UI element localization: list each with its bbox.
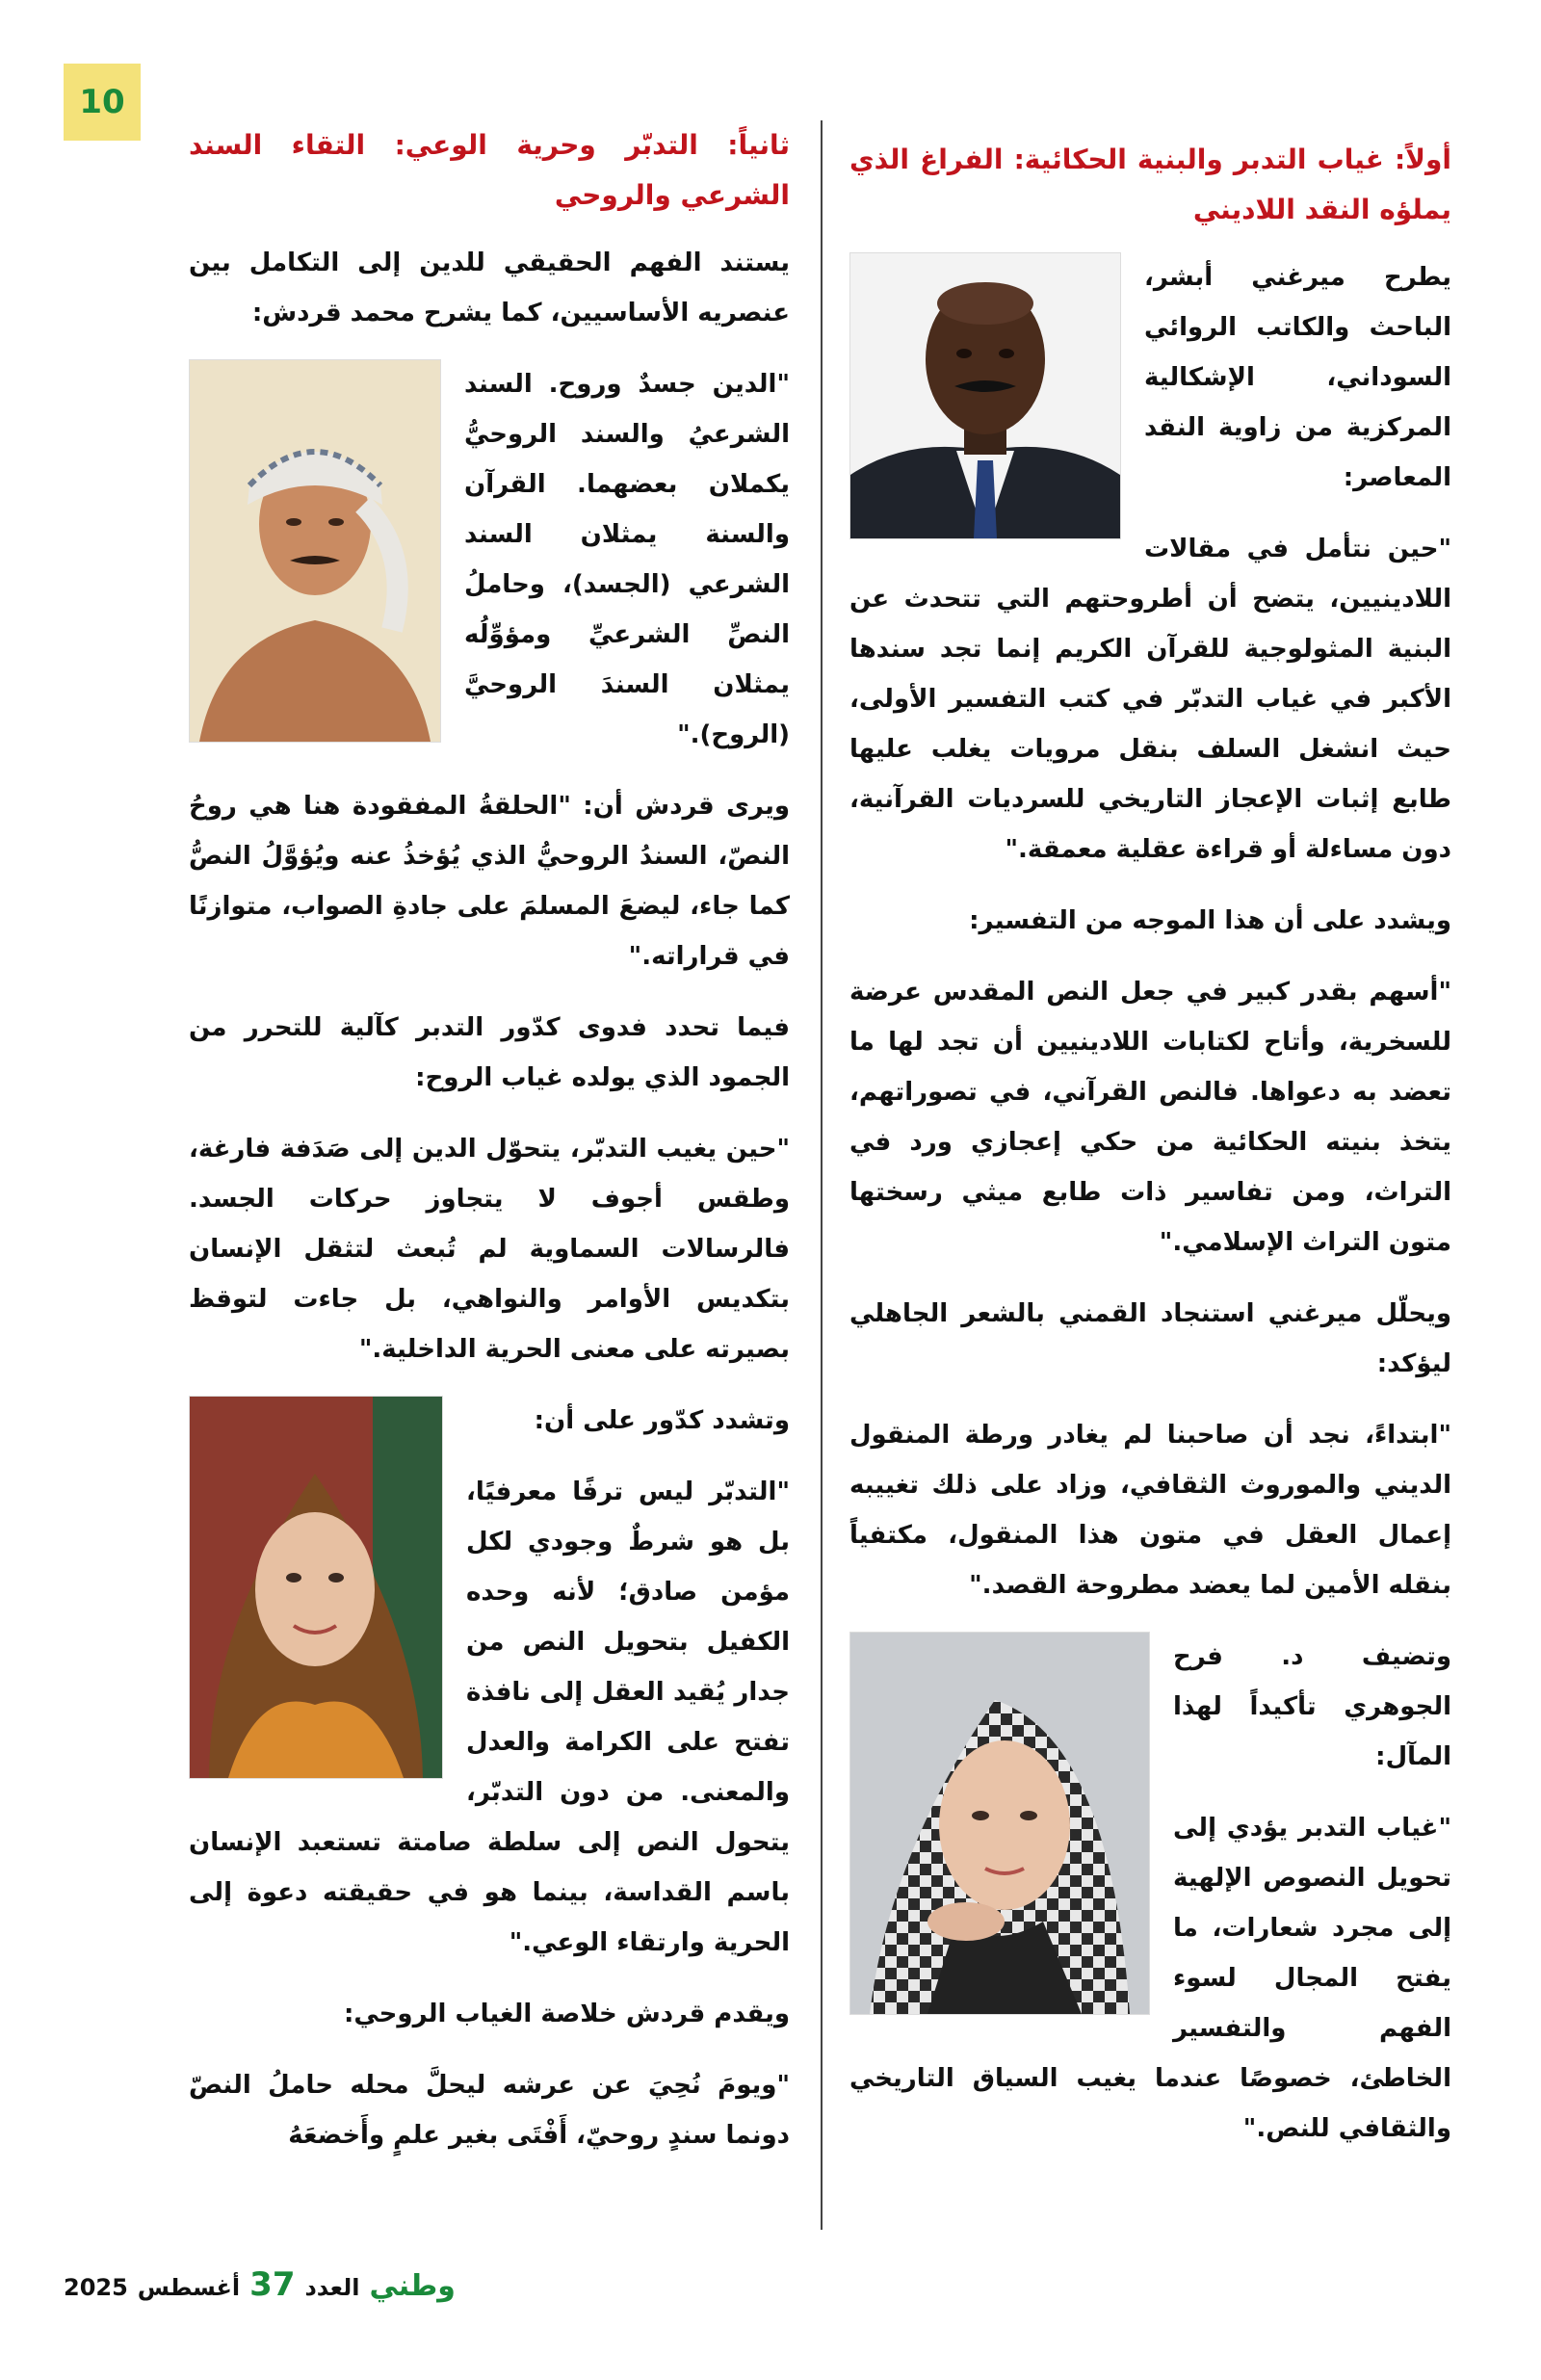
right-heading: أولاً: غياب التدبر والبنية الحكائية: الفراغ الذي يملؤه النقد اللاديني: [849, 144, 1451, 225]
right-paragraph-6: "ابتداءً، نجد أن صاحبنا لم يغادر ورطة المنقول الديني والموروث الثقافي، وزاد على ذلك تغييبه إعمال العقل في متون هذا المنقول، مكتفياً بنقله الأمين لما يعضد مطروحة القصد.": [849, 1421, 1451, 1600]
portrait-man-suit: [849, 252, 1121, 539]
left-paragraph-7: "التدبّر ليس ترفًا معرفيًا، بل هو شرطٌ وجودي لكل مؤمن صادق؛ لأنه وحده الكفيل بتحويل النص من جدار يُقيد العقل إلى نافذة تفتح على الكرامة والعدل والمعنى. من دون التدبّر، يتحول النص إلى سلطة صامتة تستعبد الإنسان باسم القداسة، بينما هو في حقيقته دعوة إلى الحرية وارتقاء الوعي.": [189, 1478, 790, 1957]
portrait-woman-brown-scarf-image: [190, 1397, 442, 1778]
right-column: [849, 135, 1451, 2175]
column-divider: [821, 120, 823, 2230]
left-paragraph-6: وتشدد كدّور على أن:: [534, 1406, 790, 1435]
footer: [64, 2265, 456, 2304]
right-paragraph-5: ويحلّل ميرغني استنجاد القمني بالشعر الجاهلي ليؤكد:: [849, 1299, 1451, 1378]
right-paragraph-3: ويشدد على أن هذا الموجه من التفسير:: [969, 906, 1451, 935]
portrait-woman-brown-scarf: [189, 1396, 443, 1779]
left-paragraph-1: يستند الفهم الحقيقي للدين إلى التكامل بين عنصريه الأساسيين، كما يشرح محمد قردش:: [189, 248, 790, 327]
painting-man-headscarf-image: [190, 360, 440, 742]
left-paragraph-8: ويقدم قردش خلاصة الغياب الروحي:: [343, 2000, 790, 2028]
right-paragraph-8: "غياب التدبر يؤدي إلى تحويل النصوص الإلهية إلى مجرد شعارات، ما يفتح المجال لسوء الفهم والتفسير الخاطئ، خصوصًا عندما يغيب السياق التاريخي والثقافي للنص.": [849, 1814, 1451, 2143]
painting-man-headscarf: [189, 359, 441, 743]
left-paragraph-2: "الدين جسدٌ وروح. السند الشرعيُ والسند الروحيُّ يكملان بعضهما. القرآن والسنة يمثلان السند الشرعي (الجسد)، وحاملُ النصِّ الشرعيِّ ومؤوِّلُه يمثلان السندَ الروحيَّ (الروح).": [464, 370, 790, 749]
footer-issue-number: 37: [249, 2265, 296, 2304]
right-paragraph-7: وتضيف د. فرح الجوهري تأكيداً لهذا المآل:: [1173, 1642, 1451, 1771]
footer-year: 2025: [64, 2274, 128, 2301]
left-paragraph-4: فيما تحدد فدوى كدّور التدبر كآلية للتحرر من الجمود الذي يولده غياب الروح:: [189, 1013, 790, 1092]
portrait-woman-checkered-scarf-image: [850, 1633, 1149, 2014]
footer-issue-label: العدد: [304, 2274, 360, 2301]
right-paragraph-1: يطرح ميرغني أبشر، الباحث والكاتب الروائي السوداني، الإشكالية المركزية من زاوية النقد المعاصر:: [1144, 263, 1451, 492]
left-column: [189, 120, 790, 2182]
footer-month: أغسطس: [137, 2274, 241, 2301]
footer-brand: وطني: [369, 2269, 456, 2303]
left-heading: ثانياً: التدبّر وحرية الوعي: التقاء السند الشرعي والروحي: [189, 129, 790, 211]
left-paragraph-3: ويرى قردش أن: "الحلقةُ المفقودة هنا هي روحُ النصّ، السندُ الروحيُّ الذي يُؤخذُ عنه ويُؤوَّلُ النصُّ كما جاء، ليضعَ المسلمَ على جادةِ الصواب، متوازنًا في قراراته.": [189, 792, 790, 971]
right-paragraph-2: "حين نتأمل في مقالات اللادينيين، يتضح أن أطروحتهم التي تتحدث عن البنية المثولوجية للقرآن الكريم إنما تجد سندها الأكبر في غياب التدبّر في كتب التفسير الأولى، حيث انشغل السلف بنقل مرويات يغلب عليها طابع إثبات الإعجاز التاريخي للسرديات القرآنية، دون مساءلة أو قراءة عقلية معمقة.": [849, 535, 1451, 864]
right-paragraph-4: "أسهم بقدر كبير في جعل النص المقدس عرضة للسخرية، وأتاح لكتابات اللادينيين أن تجد لها ما تعضد به دعواها. فالنص القرآني، في تصوراتهم، يتخذ بنيته الحكائية من حكي إعجازي ورد في التراث، ومن تفاسير ذات طابع ميثي رسختها متون التراث الإسلامي.": [849, 978, 1451, 1257]
portrait-man-suit-image: [850, 253, 1120, 538]
portrait-woman-checkered-scarf: [849, 1632, 1150, 2015]
left-paragraph-9: "ويومَ نُحِيَ عن عرشه ليحلَّ محله حاملُ النصّ دونما سندٍ روحيّ، أَفْتَى بغير علمٍ وأَخضعَهُ: [189, 2071, 790, 2150]
left-paragraph-5: "حين يغيب التدبّر، يتحوّل الدين إلى صَدَفة فارغة، وطقس أجوف لا يتجاوز حركات الجسد. فالرسالات السماوية لم تُبعث لتثقل الإنسان بتكديس الأوامر والنواهي، بل جاءت لتوقظ بصيرته على معنى الحرية الداخلية.": [189, 1135, 790, 1364]
page-number: 10: [64, 64, 141, 141]
